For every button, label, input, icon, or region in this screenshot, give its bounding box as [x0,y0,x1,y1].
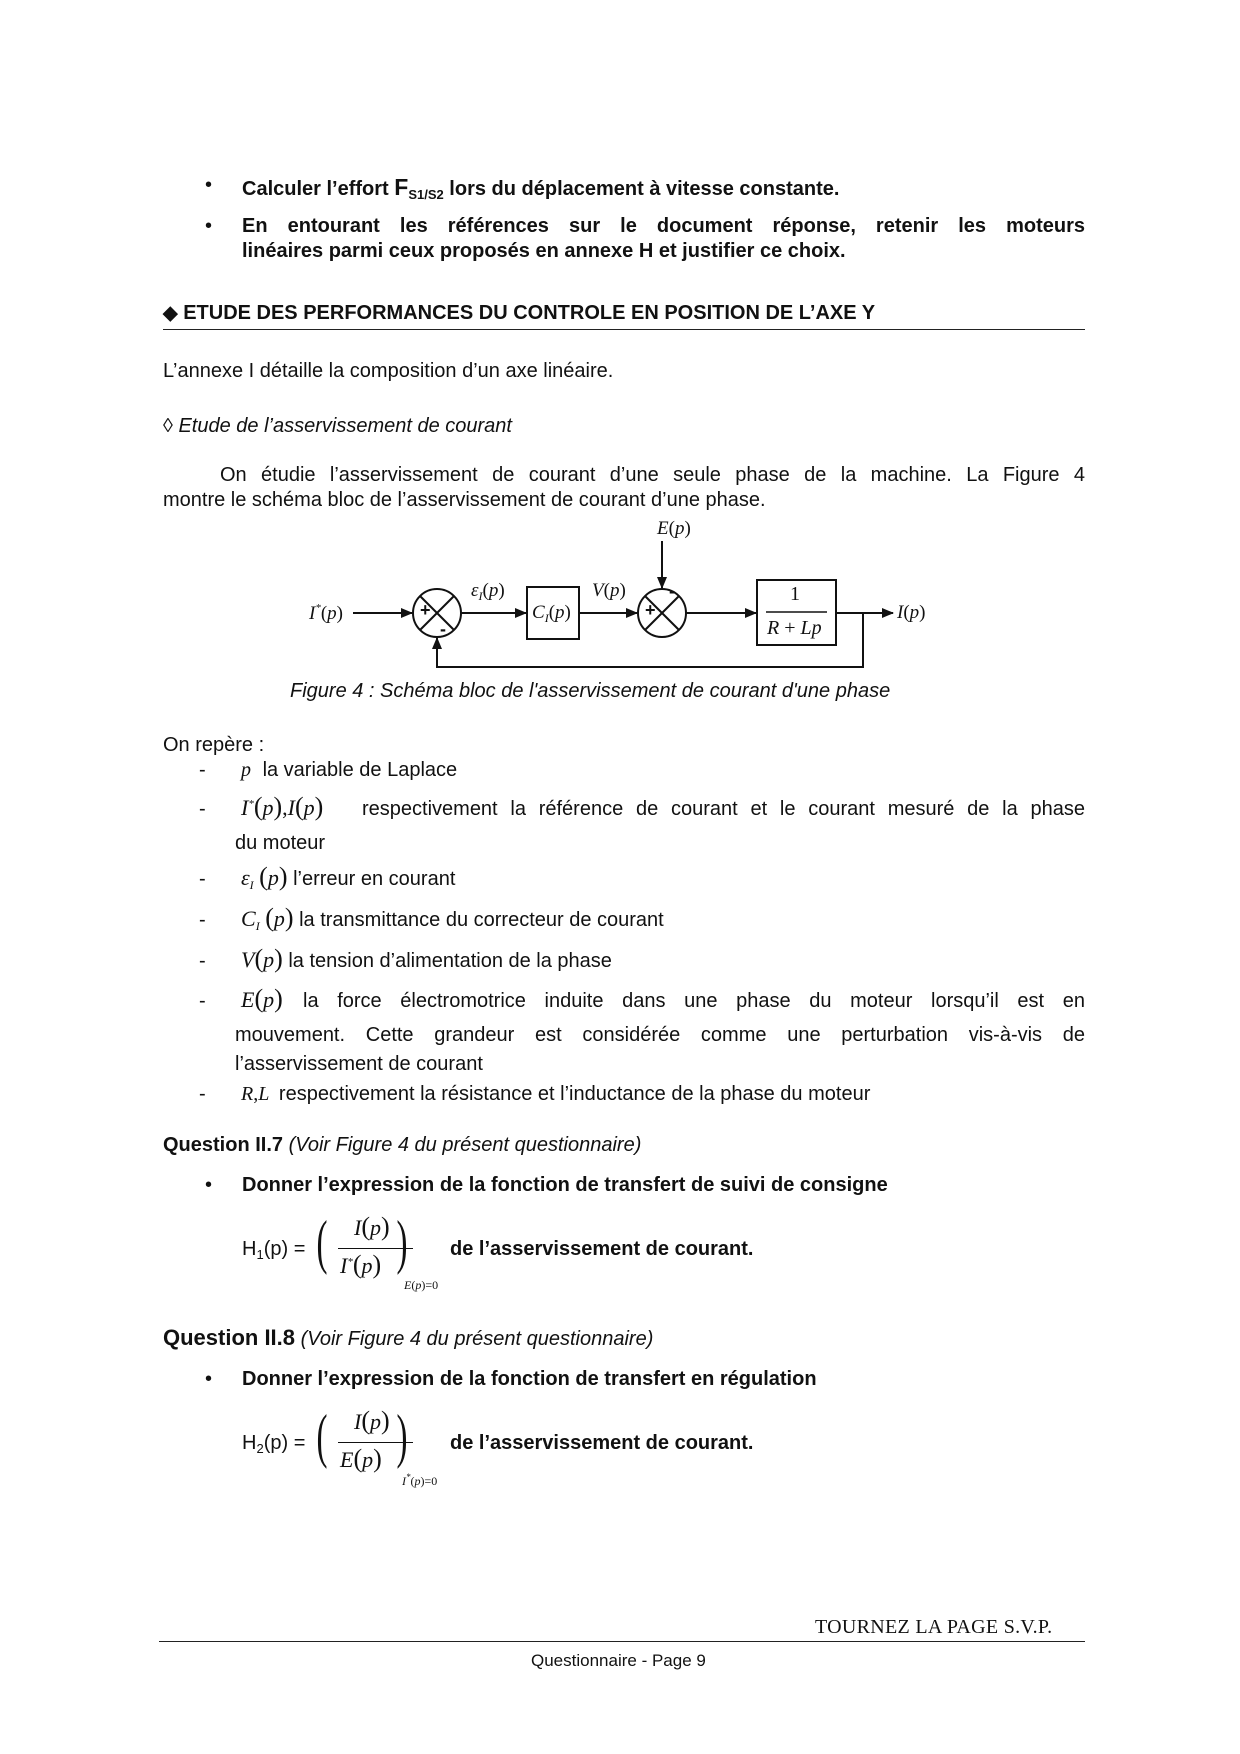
h1-paren-left: ( [316,1209,328,1275]
h2-label: $H_2(p)$ = [242,1432,306,1456]
section-title: ETUDE DES PERFORMANCES DU CONTROLE EN POSITION DE L’AXE Y [183,302,876,324]
sym-error: $\varepsilon_I$ (p) [241,862,288,892]
text-voltage: la tension d’alimentation de la phase [288,950,612,972]
h1-paren-right: ) [396,1209,408,1275]
dash-1: - [199,759,206,781]
subsection-title: Etude de l’asservissement de courant [178,415,512,437]
text-emf-line1: la force électromotrice induite dans une phase du moteur lorsqu’il est en [303,990,1085,1012]
diagram-disturbance-label: E(p) [657,518,691,539]
question-7-bullet: Donner l’expression de la fonction de transfert de suivi de consigne [242,1174,888,1196]
h2-paren-left: ( [316,1403,328,1469]
text-currents-line1: respectivement la référence de courant et le courant mesuré de la phase [362,798,1085,820]
force-symbol: F [394,174,409,200]
h2-denominator: E(p) [340,1444,382,1473]
notation-item-currents [241,792,323,822]
text-currents-line2: du moteur [235,832,326,854]
h2-fraction [318,1404,448,1494]
dash-2: - [199,798,206,820]
text-rl: respectivement la résistance et l’inductance de la phase du moteur [278,1083,871,1105]
diagram-error-label: $\varepsilon_I(p)$ [471,580,505,603]
h2-numerator: I(p) [354,1406,390,1435]
lozenge-icon: ◊ [163,415,173,437]
bullet-2-glyph: • [205,215,213,237]
sum2-minus: - [669,581,675,601]
question-8-ref: (Voir Figure 4 du présent questionnaire) [300,1328,654,1350]
diagram-input-label: I*(p) [309,602,343,624]
section-rule [163,329,1085,330]
h1-tail: de l’asservissement de courant. [450,1238,754,1260]
text-corrector: la transmittance du correcteur de courant [299,909,664,931]
text-emf-line2: mouvement. Cette grandeur est considérée comme une perturbation vis-à-vis de [235,1024,1085,1046]
sum2-plus: + [645,600,656,620]
question-8-bullet: Donner l’expression de la fonction de transfert en régulation [242,1368,817,1390]
h1-label: $H_1(p)$ = [242,1238,306,1262]
question-7-heading [163,1134,641,1157]
dash-5: - [199,950,206,972]
notation-item-rl [241,1083,870,1106]
turn-page-note: TOURNEZ LA PAGE S.V.P. [815,1616,1053,1638]
paragraph-line2: montre le schéma bloc de l’asservissement de courant d’une phase. [163,489,766,511]
h2-paren-right: ) [396,1403,408,1469]
footer-rule [159,1641,1085,1642]
sym-emf: E(p) [241,984,283,1013]
plant-denominator: R + Lp [767,617,822,639]
text-emf-line3: l’asservissement de courant [235,1053,483,1075]
figure-caption: Figure 4 : Schéma bloc de l'asservissement de courant d'une phase [290,680,891,702]
question-8-label: Question II.8 [163,1325,296,1350]
text-error: l’erreur en courant [293,868,456,890]
h1-denominator: I*(p) [340,1250,382,1279]
h2-condition: I*(p)=0 [402,1472,438,1488]
dash-4: - [199,909,206,931]
question-8-heading [163,1325,653,1351]
h1-fraction [318,1210,448,1300]
sum1-minus: - [440,619,446,639]
h2-tail: de l’asservissement de courant. [450,1432,754,1454]
notation-item-p [241,759,457,782]
force-subscript: S1/S2 [408,187,444,202]
plant-numerator: 1 [790,583,800,605]
intro-text: L’annexe I détaille la composition d’un axe linéaire. [163,360,614,382]
sum1-plus: + [420,600,431,620]
question-7-ref: (Voir Figure 4 du présent questionnaire) [288,1134,642,1156]
h1-condition: E(p)=0 [404,1278,439,1292]
dash-7: - [199,1083,206,1105]
q8-bullet-glyph: • [205,1368,213,1390]
h1-numerator: I(p) [354,1212,390,1241]
sym-voltage: V(p) [241,944,283,973]
notation-item-error [241,862,455,893]
sym-rl: R,L [241,1083,270,1105]
text-p: la variable de Laplace [262,759,458,781]
question-7-label: Question II.7 [163,1134,284,1156]
diagram-voltage-label: V(p) [592,580,626,601]
bullet-motor-choice-line1: En entourant les références sur le document réponse, retenir les moteurs [242,215,1085,237]
q7-bullet-glyph: • [205,1174,213,1196]
sym-p: p [241,759,251,781]
diamond-icon: ◆ [163,303,178,324]
bullet-calc-prefix: Calculer l’effort [242,178,395,200]
notation-item-voltage [241,944,612,974]
bullet-motor-choice-line2: linéaires parmi ceux proposés en annexe H et justifier ce choix. [242,240,846,262]
page-number: Questionnaire - Page 9 [531,1651,706,1670]
sym-corrector: $C_I$ (p) [241,903,294,933]
bullet-calc-effort [242,174,839,202]
diagram-corrector-label: $C_I(p)$ [532,602,571,625]
sym-currents: I*(p),I(p) [241,792,324,821]
paragraph-line1: On étudie l’asservissement de courant d’une seule phase de la machine. La Figure 4 [220,464,1085,486]
notation-item-emf [241,984,283,1014]
diagram-output-label: I(p) [897,602,926,623]
dash-3: - [199,868,206,890]
bullet-1-glyph: • [205,174,213,196]
bullet-calc-suffix: lors du déplacement à vitesse constante. [443,178,840,200]
notation-heading: On repère : [163,734,265,756]
dash-6: - [199,990,206,1012]
subsection-heading [163,415,512,438]
notation-item-corrector [241,903,664,934]
section-heading [163,302,875,325]
